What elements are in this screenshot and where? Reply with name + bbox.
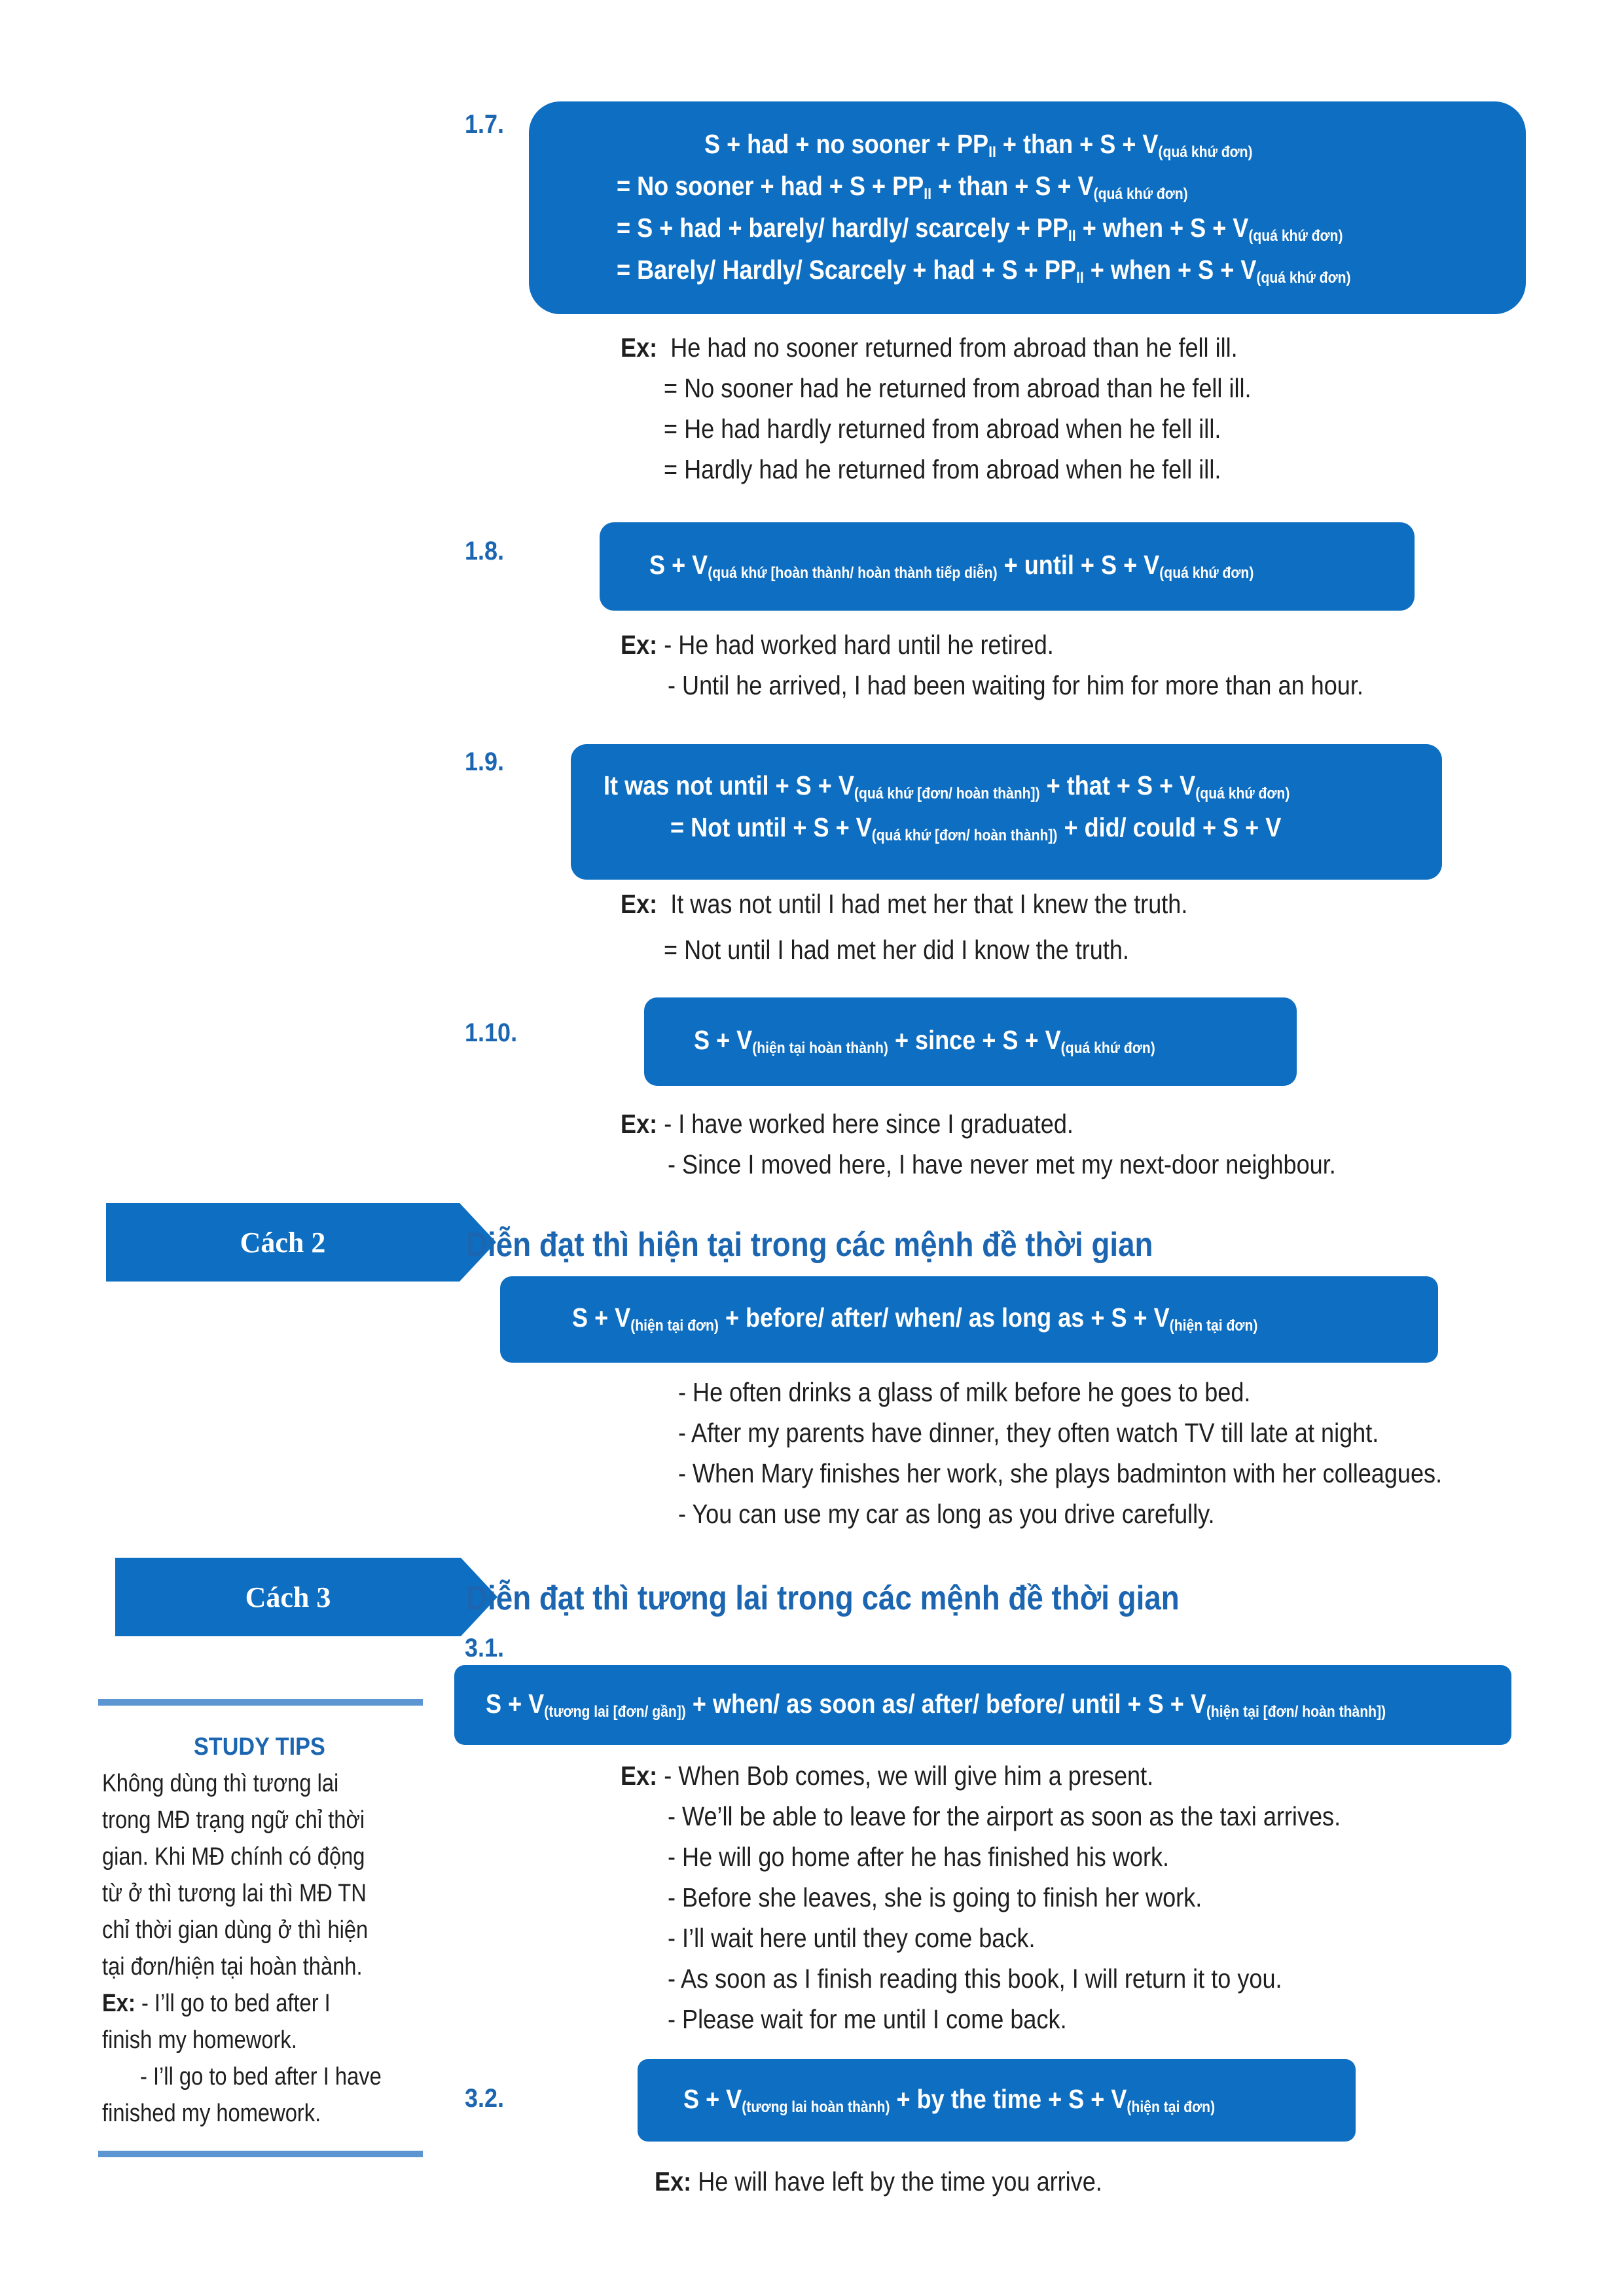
study-tips-title: STUDY TIPS	[194, 1733, 325, 1761]
tips-line: finished my homework.	[102, 2100, 321, 2127]
section-number-3-2: 3.2.	[465, 2084, 505, 2113]
tips-line: tại đơn/hiện tại hoàn thành.	[102, 1953, 363, 1981]
tips-line: trong MĐ trạng ngữ chỉ thời	[102, 1806, 365, 1834]
tips-line: Ex: - I’ll go to bed after I	[102, 1990, 331, 2017]
section-number-1-8: 1.8.	[465, 537, 505, 565]
example-line: Ex: - He had worked hard until he retired.	[621, 630, 1054, 660]
example-line: - Since I moved here, I have never met my next-door neighbour.	[668, 1149, 1336, 1179]
tips-line: Không dùng thì tương lai	[102, 1770, 339, 1797]
formula-box-1-8	[600, 522, 1415, 611]
formula-line: S + had + no sooner + $PP_{II}$ + than + $S + V_{(quá khứ đơn)}$	[704, 129, 1253, 161]
tips-bottom-rule	[98, 2151, 423, 2157]
example-line: - Please wait for me until I come back.	[668, 2004, 1067, 2034]
example-line: - Before she leaves, she is going to finish her work.	[668, 1882, 1202, 1912]
formula-line: = No sooner + had + $S + PP_{II}$ + than + $S + V_{(quá khứ đơn)}$	[617, 171, 1188, 203]
example-line: = He had hardly returned from abroad when he fell ill.	[664, 414, 1221, 444]
cach-3-heading: Diễn đạt thì tương lai trong các mệnh đề thời gian	[466, 1579, 1180, 1617]
formula-box-3-1	[454, 1665, 1511, 1745]
example-line: = Not until I had met her did I know the truth.	[664, 935, 1129, 965]
formula-line: $S + V_{(tương lai hoàn thành)}$ + by the time + $S + V_{(hiện tại đơn)}$	[683, 2084, 1216, 2116]
cach-3-banner	[115, 1558, 461, 1636]
example-line: = No sooner had he returned from abroad than he fell ill.	[664, 373, 1252, 403]
example-line: - You can use my car as long as you drive carefully.	[678, 1499, 1215, 1529]
example-line: - He will go home after he has finished his work.	[668, 1842, 1170, 1872]
formula-line: $S + V_{(tương lai [đơn/ gần])}$ + when/ as soon as/ after/ before/ until + $S + V_{(hiện tại [đơn/ hoàn thành])}$	[486, 1689, 1386, 1721]
tips-top-rule	[98, 1699, 423, 1706]
formula-line: = S + had + barely/ hardly/ scarcely + $PP_{II}$ + when + $S + V_{(quá khứ đơn)}$	[617, 213, 1343, 245]
example-line: Ex: - When Bob comes, we will give him a present.	[621, 1761, 1154, 1791]
tips-line: chỉ thời gian dùng ở thì hiện	[102, 1916, 369, 1944]
formula-line: $S + V_{(hiện tại đơn)}$ + before/ after/ when/ as long as + $S + V_{(hiện tại đơn)}$	[572, 1302, 1258, 1335]
example-line: Ex: He had no sooner returned from abroad than he fell ill.	[621, 332, 1238, 363]
example-line: - Until he arrived, I had been waiting for him for more than an hour.	[668, 670, 1363, 700]
tips-line: từ ở thì tương lai thì MĐ TN	[102, 1880, 367, 1907]
formula-box-1-10	[644, 997, 1297, 1086]
tips-line: gian. Khi MĐ chính có động	[102, 1843, 365, 1871]
section-number-1-7: 1.7.	[465, 110, 505, 139]
example-line: - After my parents have dinner, they often watch TV till late at night.	[678, 1418, 1379, 1448]
tips-line: - I’ll go to bed after I have	[140, 2063, 382, 2090]
example-line: - He often drinks a glass of milk before he goes to bed.	[678, 1377, 1251, 1407]
example-line: Ex: It was not until I had met her that I knew the truth.	[621, 889, 1188, 919]
formula-line: = Not until + $S + V_{(quá khứ [đơn/ hoàn thành])} + did/$ could + S + V	[670, 812, 1282, 844]
formula-line: It was not until + $S + V_{(quá khứ [đơn/ hoàn thành])}$ + that + $S + V_{(quá khứ đơn)}$	[604, 770, 1290, 802]
formula-box-3-2	[638, 2059, 1356, 2142]
example-line: - As soon as I finish reading this book, I will return it to you.	[668, 1964, 1282, 1994]
example-line: Ex: - I have worked here since I graduated.	[621, 1109, 1074, 1139]
example-line: Ex: He will have left by the time you arrive.	[655, 2166, 1102, 2197]
formula-line: $S + V_{(hiện tại hoàn thành)}$ + since + $S + V_{(quá khứ đơn)}$	[694, 1025, 1155, 1057]
example-line: - When Mary finishes her work, she plays badminton with her colleagues.	[678, 1458, 1443, 1488]
cach-2-label: Cách 2	[240, 1226, 326, 1259]
section-number-1-10: 1.10.	[465, 1018, 518, 1047]
cach-3-label: Cách 3	[245, 1581, 331, 1613]
formula-line: $S + V_{(quá khứ [hoàn thành/ hoàn thành tiếp diễn)}$ + until + $S + V_{(quá khứ đơn)}$	[649, 550, 1254, 582]
formula-box-1-9	[571, 744, 1442, 880]
section-number-1-9: 1.9.	[465, 747, 505, 776]
formula-box-cach-2	[500, 1276, 1438, 1363]
example-line: - We’ll be able to leave for the airport as soon as the taxi arrives.	[668, 1801, 1341, 1831]
tips-line: finish my homework.	[102, 2026, 297, 2054]
formula-line: = Barely/ Hardly/ Scarcely + had + $S + PP_{II}$ + when + $S + V_{(quá khứ đơn)}$	[617, 255, 1351, 287]
example-line: - I’ll wait here until they come back.	[668, 1923, 1036, 1953]
section-number-3-1: 3.1.	[465, 1634, 505, 1662]
formula-box-1-7	[529, 101, 1526, 314]
cach-2-heading: Diễn đạt thì hiện tại trong các mệnh đề thời gian	[466, 1226, 1153, 1264]
example-line: = Hardly had he returned from abroad when he fell ill.	[664, 454, 1221, 484]
cach-2-banner	[106, 1203, 460, 1282]
